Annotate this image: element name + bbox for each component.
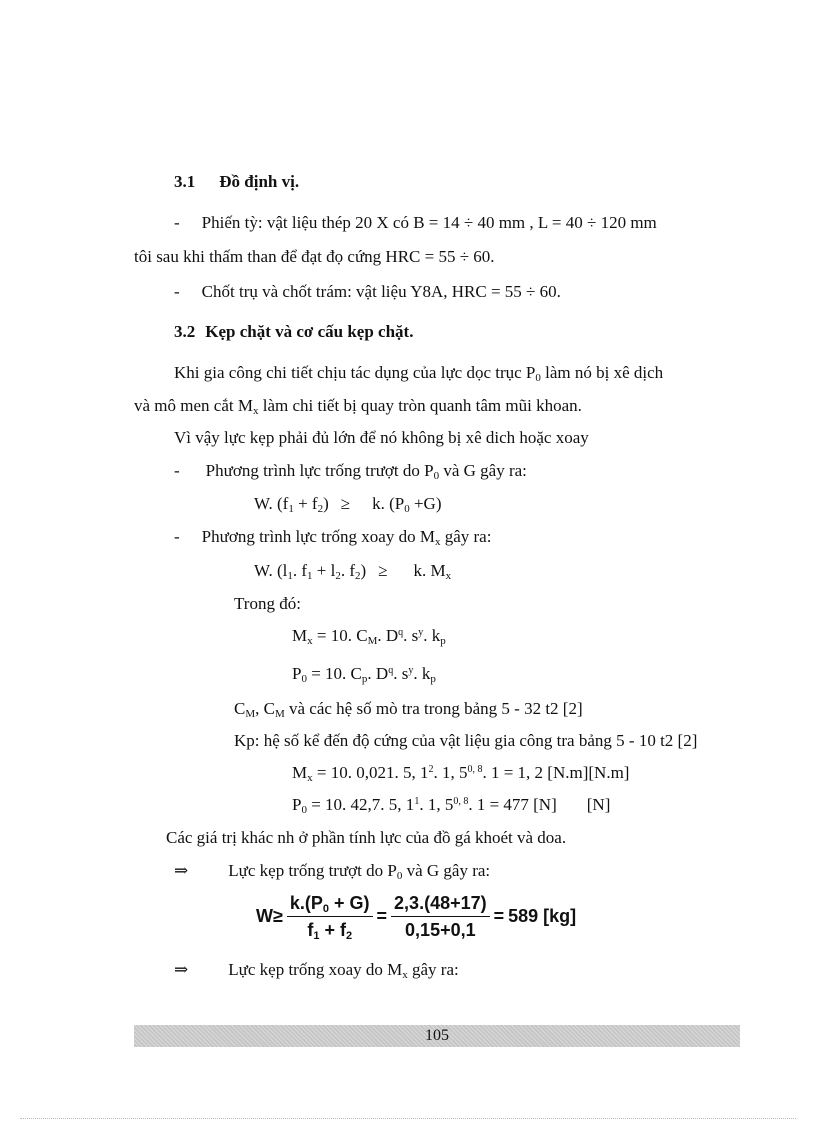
text: Lực kẹp trống xoay do M	[228, 960, 403, 979]
kp-line: Kp: hệ số kể đến độ cứng của vật liệu gia công tra bảng 5 - 10 t2 [2]	[234, 731, 698, 750]
text: + G)	[329, 893, 370, 913]
text: C	[234, 699, 246, 718]
mx-value	[292, 763, 629, 783]
greater-equal-symbol: ≥	[340, 494, 351, 513]
text: và các hệ số mò tra trong bảng 5 - 32 t2 [2]	[284, 699, 583, 718]
text: . s	[403, 626, 419, 645]
fraction-1-denominator	[304, 917, 355, 940]
paragraph-2: Vì vậy lực kẹp phải đủ lớn để nó không bị xê dich hoặc xoay	[174, 428, 589, 447]
section-title: Kẹp chặt và cơ cấu kẹp chặt.	[205, 322, 414, 341]
subscript: 0	[322, 903, 330, 915]
clamping-force-formula	[256, 893, 576, 940]
subscript: 2	[345, 930, 353, 942]
subscript: 0	[535, 372, 541, 384]
text: , C	[255, 699, 275, 718]
text: P	[292, 795, 302, 814]
subscript: 2	[317, 503, 324, 515]
subscript: 0	[396, 870, 403, 882]
subscript: x	[445, 570, 452, 582]
page-bottom-divider	[20, 1118, 796, 1119]
paragraph-1-line-1	[174, 363, 663, 383]
text: làm chi tiết bị quay tròn quanh tâm mũi khoan.	[258, 396, 582, 415]
phien-ty-line-2: tôi sau khi thấm than để đạt đọ cứng HRC = 55 ÷ 60.	[134, 247, 495, 266]
subscript: 1	[307, 570, 313, 582]
bullet-dash: -	[174, 282, 180, 301]
text: k. (P	[372, 494, 405, 513]
superscript: 2	[428, 764, 434, 775]
text: Phương trình lực trống xoay do M	[201, 527, 435, 546]
footer-bar	[134, 1025, 740, 1047]
text: . 1 = 477 [N]	[468, 795, 557, 814]
equation-2	[254, 561, 451, 581]
superscript: 0, 8	[467, 764, 483, 775]
chot-line	[174, 282, 561, 302]
equals-sign: =	[493, 906, 505, 926]
text: P	[292, 664, 302, 683]
fraction-1-numerator	[287, 893, 373, 917]
text: )	[323, 494, 329, 513]
cm-coefficients-line	[234, 699, 583, 719]
text: . 1, 5	[419, 795, 454, 814]
section-3-1-heading	[174, 172, 299, 192]
superscript: 0, 8	[453, 796, 469, 807]
text: và mô men cắt M	[134, 396, 253, 415]
text: +G)	[409, 494, 442, 513]
fraction-2-denominator: 0,15+0,1	[405, 920, 476, 940]
text: . 1, 5	[433, 763, 468, 782]
subscript: x	[434, 536, 441, 548]
superscript: y	[408, 665, 414, 676]
text: f	[307, 920, 314, 940]
subscript: 0	[404, 503, 410, 515]
other-values-line: Các giá trị khác nh ở phần tính lực của đồ gá khoét và doa.	[166, 828, 567, 847]
bullet-dash: -	[174, 213, 180, 232]
equals-sign: =	[376, 906, 388, 926]
equation-2-title	[174, 527, 491, 547]
fraction-2	[391, 893, 490, 940]
formula-lhs: W≥	[256, 906, 283, 926]
subscript: M	[274, 708, 285, 720]
text: Khi gia công chi tiết chịu tác dụng của lực dọc trục P	[174, 363, 536, 382]
superscript: q	[388, 665, 394, 676]
text: M	[292, 626, 308, 645]
subscript: 2	[355, 570, 361, 582]
phien-ty-text: Phiến tỳ: vật liệu thép 20 X có B = 14 ÷ 40 mm , L = 40 ÷ 120 mm	[201, 213, 657, 232]
text: . f	[292, 561, 308, 580]
text: . k	[413, 664, 431, 683]
text: . D	[377, 626, 399, 645]
section-number: 3.2	[174, 322, 196, 341]
equation-1-title	[174, 461, 527, 481]
p0-value	[292, 795, 610, 815]
text: W. (f	[254, 494, 289, 513]
subscript: p	[430, 673, 436, 685]
subscript: M	[245, 708, 256, 720]
text: M	[292, 763, 308, 782]
text: = 10. 42,7. 5, 1	[306, 795, 415, 814]
subscript: x	[307, 772, 313, 784]
text: + f	[293, 494, 318, 513]
subscript: p	[361, 673, 368, 685]
subscript: 0	[301, 804, 307, 816]
superscript: q	[398, 627, 404, 638]
subscript: 0	[301, 673, 307, 685]
fraction-1	[287, 893, 373, 940]
text: + f	[319, 920, 346, 940]
text: . f	[340, 561, 356, 580]
subscript: x	[252, 405, 259, 417]
trong-do-label: Trong đó:	[234, 594, 301, 613]
text: = 10. 0,021. 5, 1	[312, 763, 429, 782]
bullet-dash: -	[174, 461, 180, 480]
implies-line-2	[174, 960, 459, 980]
paragraph-1-line-2	[134, 396, 582, 416]
subscript: x	[307, 635, 313, 647]
subscript: 1	[287, 570, 293, 582]
superscript: y	[418, 627, 424, 638]
implies-line-1	[174, 861, 490, 881]
text: và G gây ra:	[402, 861, 491, 880]
implies-arrow-icon: ⇒	[174, 960, 189, 979]
chot-text: Chốt trụ và chốt trám: vật liệu Y8A, HRC = 55 ÷ 60.	[201, 282, 561, 301]
text: Phương trình lực trống trượt do P	[205, 461, 434, 480]
phien-ty-line-1	[174, 213, 657, 233]
equation-1	[254, 494, 441, 514]
text: [N]	[586, 795, 611, 814]
mx-definition	[292, 626, 446, 646]
text: làm nó bị xê dịch	[540, 363, 664, 382]
subscript: 0	[433, 470, 440, 482]
section-number: 3.1	[174, 172, 196, 191]
text: . D	[367, 664, 389, 683]
subscript: 2	[335, 570, 341, 582]
text: Lực kẹp trống trượt do P	[228, 861, 397, 880]
text: + l	[312, 561, 336, 580]
section-3-2-heading	[174, 322, 413, 342]
text: . k	[423, 626, 441, 645]
superscript: 1	[414, 796, 420, 807]
text: . 1 = 1, 2 [N.m][N.m]	[482, 763, 630, 782]
subscript: 1	[288, 503, 294, 515]
fraction-2-numerator: 2,3.(48+17)	[391, 893, 490, 917]
page-number: 105	[425, 1027, 449, 1044]
text: . s	[393, 664, 409, 683]
bullet-dash: -	[174, 527, 180, 546]
text: )	[360, 561, 367, 580]
text: = 10. C	[306, 664, 362, 683]
text: k.(P	[289, 893, 323, 913]
p0-definition	[292, 664, 436, 684]
subscript: p	[440, 635, 446, 647]
greater-equal-symbol: ≥	[378, 561, 388, 580]
text: và G gây ra:	[439, 461, 527, 480]
text: gây ra:	[440, 527, 492, 546]
subscript: 1	[313, 930, 320, 942]
text: gây ra:	[407, 960, 459, 979]
text: = 10. C	[312, 626, 368, 645]
formula-result: 589 [kg]	[508, 906, 577, 926]
subscript: x	[402, 969, 408, 981]
section-title: Đồ định vị.	[219, 172, 300, 191]
text: W. (l	[254, 561, 288, 580]
subscript: M	[367, 635, 378, 647]
implies-arrow-icon: ⇒	[174, 861, 189, 880]
text: k. M	[413, 561, 446, 580]
